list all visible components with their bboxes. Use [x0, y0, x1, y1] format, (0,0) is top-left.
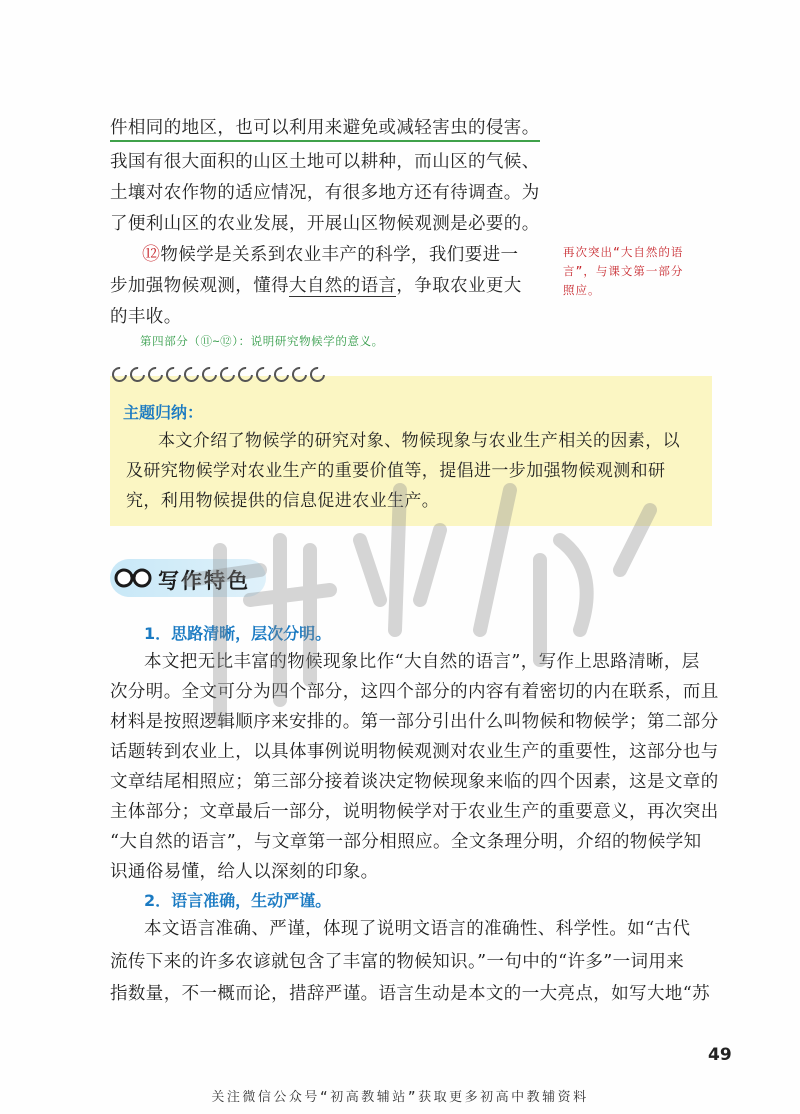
body-line: 流传下来的许多农谚就包含了丰富的物候知识。”一句中的“许多”一词用来 — [110, 952, 685, 972]
footer-note: 关注微信公众号“初高教辅站”获取更多初高中教辅资料 — [211, 1090, 589, 1105]
annotation-line: 再次突出“大自然的语 — [563, 245, 684, 259]
body-line: 材料是按照逻辑顺序来安排的。第一部分引出什么叫物候和物候学；第二部分 — [110, 712, 719, 732]
body-line: 次分明。全文可分为四个部分，这四个部分的内容有着密切的内在联系，而且 — [110, 682, 719, 702]
paragraph-12-line — [110, 274, 522, 298]
summary-title: 主题归纳： — [123, 403, 204, 422]
subsection-heading: 2．语言准确，生动严谨。 — [144, 891, 332, 910]
page-number: 49 — [708, 1045, 732, 1065]
body-line: 识通俗易懂，给人以深刻的印象。 — [110, 862, 379, 882]
glasses-icon — [113, 564, 153, 592]
summary-line: 本文介绍了物候学的研究对象、物候现象与农业生产相关的因素，以 — [158, 431, 680, 451]
body-line: 指数量，不一概而论，措辞严谨。语言生动是本文的一大亮点，如写大地“苏 — [110, 984, 711, 1004]
body-line: 主体部分；文章最后一部分，说明物候学对于农业生产的重要意义，再次突出 — [110, 802, 719, 822]
body-line — [110, 116, 540, 140]
annotation-line: 言”，与课文第一部分 — [563, 264, 684, 278]
underlined-sentence: 件相同的地区，也可以利用来避免或减轻害虫的侵害。 — [110, 118, 540, 142]
body-line: 话题转到农业上，以具体事例说明物候观测对农业生产的重要性，这部分也与 — [110, 742, 719, 762]
section-title: 写作特色 — [158, 569, 250, 593]
paragraph-12-line: 的丰收。 — [110, 307, 182, 327]
paragraph-12-line — [142, 243, 518, 267]
body-line: 我国有很大面积的山区土地可以耕种，而山区的气候、 — [110, 152, 540, 172]
body-line: “大自然的语言”，与文章第一部分相照应。全文条理分明，介绍的物候学知 — [110, 832, 702, 852]
paragraph-text: 物候学是关系到农业丰产的科学，我们要进一 — [160, 245, 519, 265]
summary-line: 究，利用物候提供的信息促进农业生产。 — [126, 491, 440, 511]
summary-line: 及研究物候学对农业生产的重要价值等，提倡进一步加强物候观测和研 — [126, 461, 666, 481]
side-annotation — [563, 243, 683, 300]
spiral-binding-decoration — [112, 367, 328, 382]
body-line: 了便利山区的农业发展，开展山区物候观测是必要的。 — [110, 214, 540, 234]
underlined-phrase: 大自然的语言 — [289, 276, 397, 296]
part-note: 第四部分（⑪~⑫）：说明研究物候学的意义。 — [140, 334, 384, 348]
body-line: 土壤对农作物的适应情况，有很多地方还有待调查。为 — [110, 183, 540, 203]
body-line: 文章结尾相照应；第三部分接着谈决定物候现象来临的四个因素，这是文章的 — [110, 772, 719, 792]
paragraph-number: ⑫ — [142, 244, 161, 265]
paragraph-text: ，争取农业更大 — [396, 276, 522, 296]
body-line: 本文语言准确、严谨，体现了说明文语言的准确性、科学性。如“古代 — [144, 919, 691, 939]
body-line: 本文把无比丰富的物候现象比作“大自然的语言”，写作上思路清晰，层 — [144, 652, 700, 672]
paragraph-text: 步加强物候观测，懂得 — [110, 276, 289, 296]
subsection-heading: 1．思路清晰，层次分明。 — [144, 624, 332, 643]
annotation-line: 照应。 — [563, 283, 601, 297]
